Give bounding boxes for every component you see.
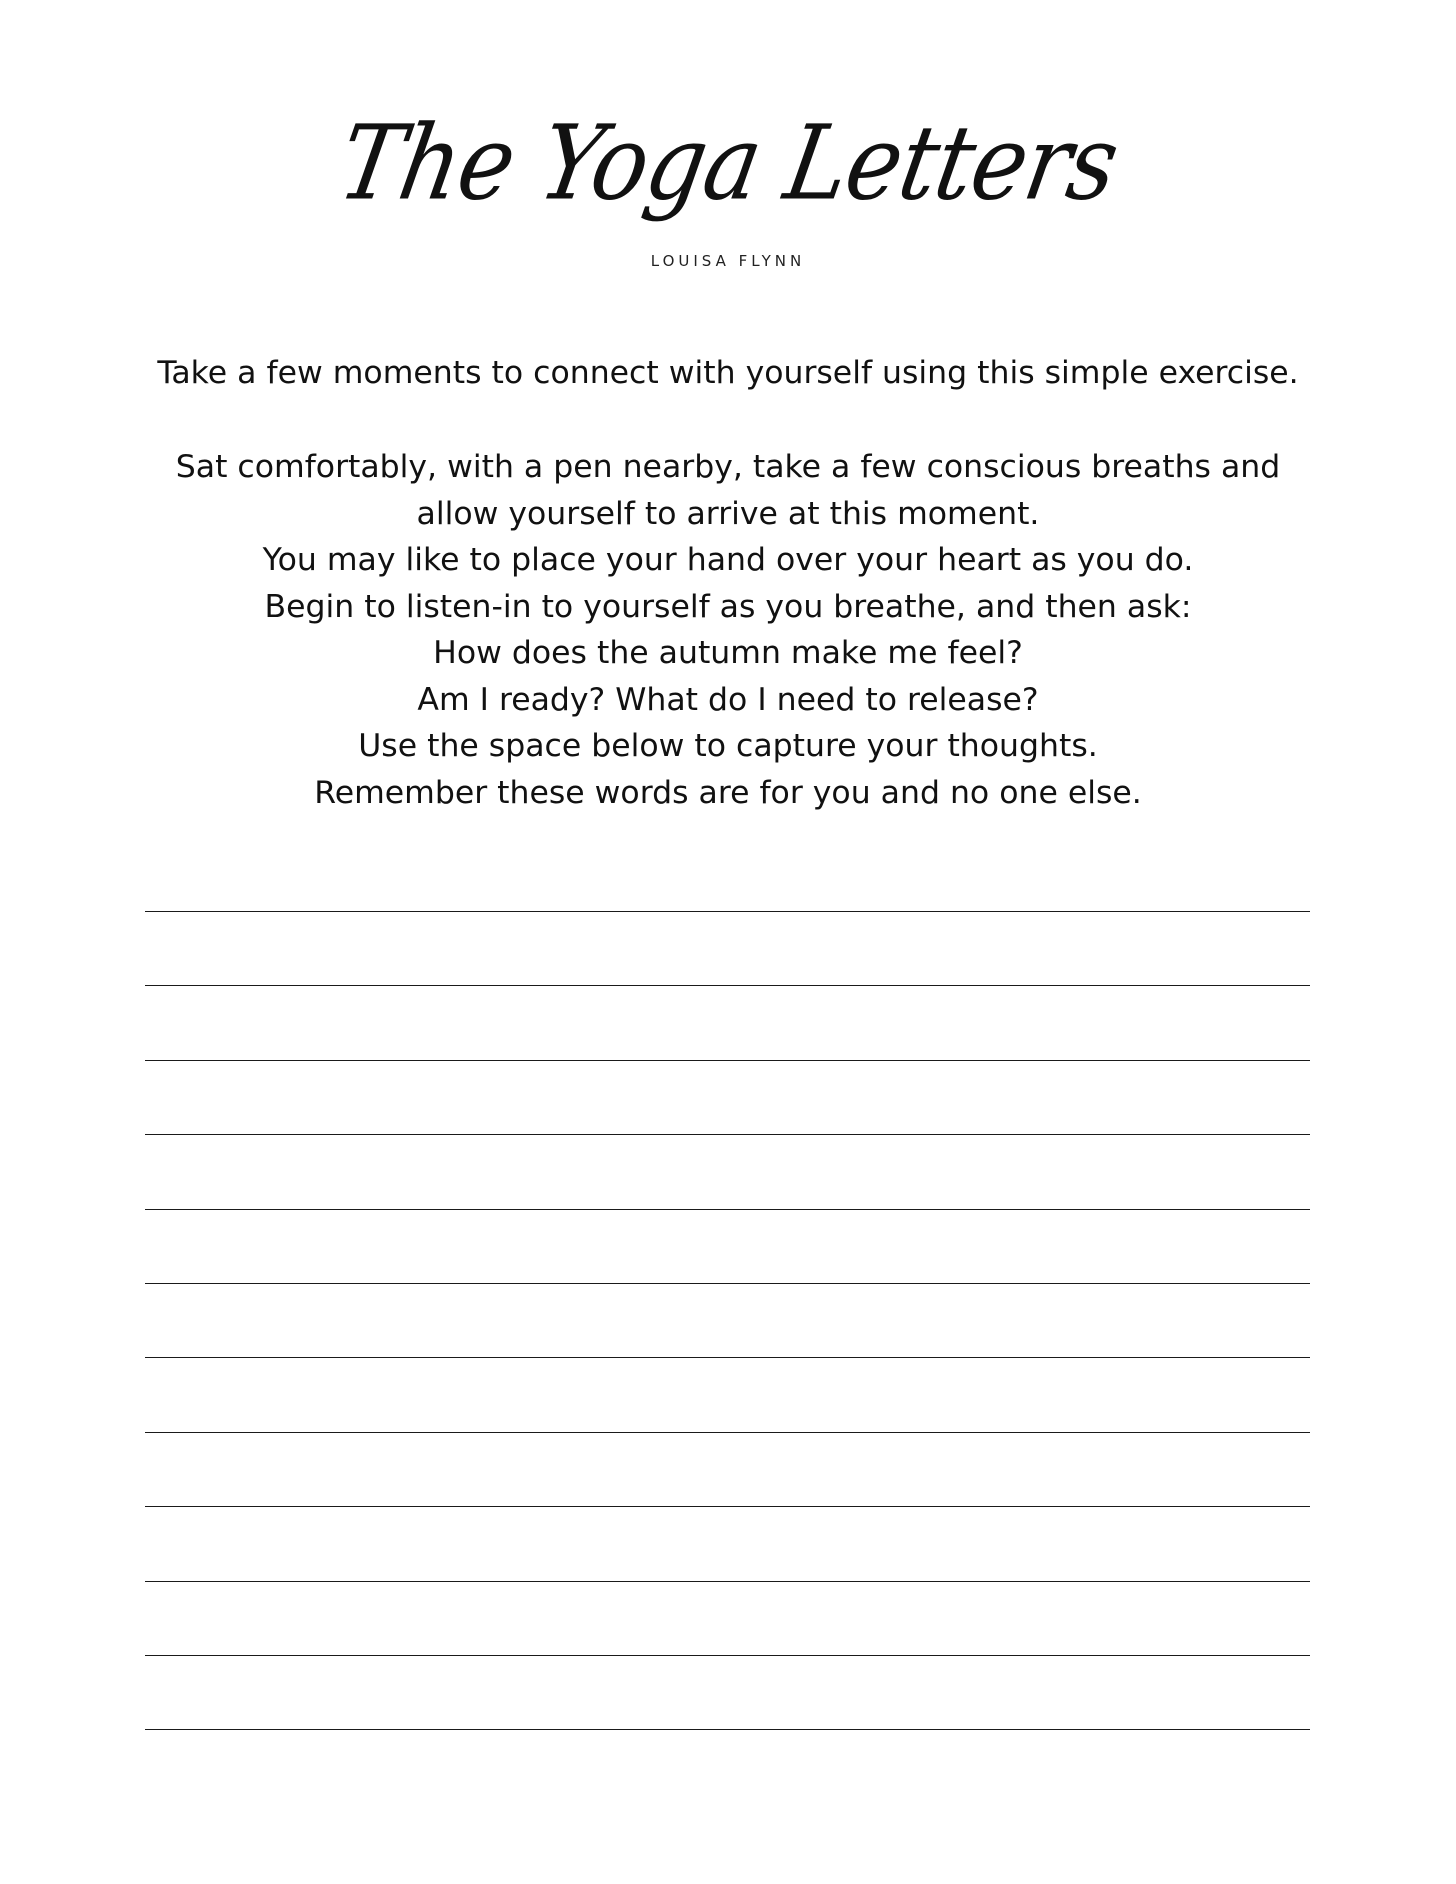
page-title: The Yoga Letters — [330, 103, 1126, 224]
writing-line[interactable] — [145, 1581, 1310, 1582]
writing-line[interactable] — [145, 1134, 1310, 1135]
writing-line[interactable] — [145, 1357, 1310, 1358]
writing-line[interactable] — [145, 1729, 1310, 1730]
writing-line[interactable] — [145, 911, 1310, 912]
writing-line[interactable] — [145, 1655, 1310, 1656]
instruction-line: Am I ready? What do I need to release? — [417, 681, 1039, 718]
writing-line[interactable] — [145, 1209, 1310, 1210]
instruction-line: Use the space below to capture your thoughts. — [358, 728, 1098, 764]
instruction-line: allow yourself to arrive at this moment. — [416, 495, 1040, 532]
writing-area[interactable] — [145, 911, 1310, 1804]
writing-line[interactable] — [145, 1506, 1310, 1507]
brand-header — [0, 103, 1456, 270]
instructions — [100, 444, 1356, 816]
author-name: LOUISA FLYNN — [650, 252, 806, 270]
instruction-line: Sat comfortably, with a pen nearby, take a few conscious breaths and — [175, 449, 1281, 485]
instruction-line: Begin to listen-in to yourself as you breathe, and then ask: — [264, 588, 1192, 625]
intro-text: Take a few moments to connect with yourself using this simple exercise. — [157, 355, 1299, 391]
instruction-line: Remember these words are for you and no one else. — [314, 774, 1142, 811]
instruction-line: You may like to place your hand over your heart as you do. — [262, 542, 1194, 578]
writing-line[interactable] — [145, 1432, 1310, 1433]
writing-line[interactable] — [145, 1060, 1310, 1061]
writing-line[interactable] — [145, 985, 1310, 986]
writing-line[interactable] — [145, 1283, 1310, 1284]
instruction-line: How does the autumn make me feel? — [433, 635, 1023, 671]
